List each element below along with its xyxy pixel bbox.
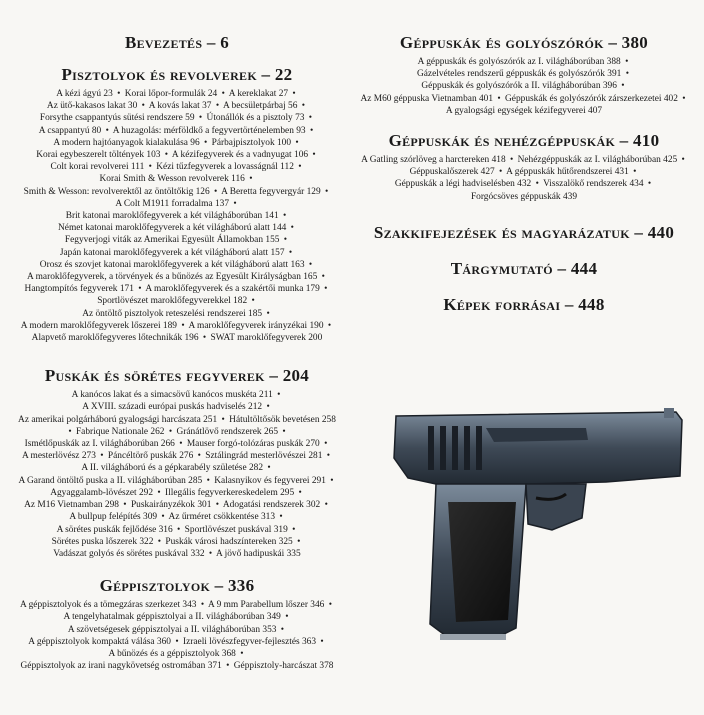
bullet-separator: •	[321, 272, 325, 283]
toc-left-column	[14, 0, 340, 672]
toc-entry: SWAT maroklőfegyverek 200	[210, 333, 323, 344]
bullet-separator: •	[328, 600, 332, 611]
toc-entry: Az M60 géppuska Vietnamban 401	[360, 93, 494, 104]
bullet-separator: •	[214, 186, 218, 197]
bullet-separator: •	[179, 439, 183, 450]
toc-entry: Német katonai maroklőfegyverek a két világháború alatt 144	[58, 223, 287, 234]
bullet-separator: •	[138, 284, 142, 295]
bullet-separator: •	[324, 439, 328, 450]
bullet-separator: •	[330, 475, 334, 486]
toc-entry: A sörétes puskák fejlődése 316	[56, 524, 173, 535]
toc-entry: Smith & Wesson: revolverektől az öntöltőkig 126	[23, 186, 210, 197]
bullet-separator: •	[105, 125, 109, 136]
bullet-separator: •	[148, 162, 152, 173]
toc-entry: Agyaggalamb-lövészet 292	[50, 487, 154, 498]
toc-entry: A géppuskák és golyószórók az I. világháborúban 388	[417, 57, 621, 67]
bullet-separator: •	[161, 512, 165, 523]
bullet-separator: •	[267, 463, 271, 474]
toc-entry: Alapvető maroklőfegyveres lőtechnikák 196	[31, 333, 199, 344]
toc-entry: Orosz és szovjet katonai maroklőfegyverek a két világháború alatt 163	[39, 259, 305, 270]
toc-entry: Vadászat golyós és sörétes puskával 332	[53, 548, 205, 559]
toc-entry: A bullpup felépítés 309	[69, 512, 158, 523]
bullet-separator: •	[625, 69, 629, 80]
bullet-separator: •	[117, 89, 121, 99]
bullet-separator: •	[509, 155, 514, 166]
bullet-separator: •	[206, 475, 210, 486]
bullet-separator: •	[200, 600, 205, 611]
toc-entry: A Gatling szórlöveg a harctereken 418	[361, 155, 506, 166]
toc-entry: Hátultöltősök bevetésen 258	[229, 414, 336, 425]
bullet-separator: •	[181, 320, 185, 331]
toc-section-rifles	[14, 366, 340, 560]
section-heading: Géppisztolyok – 336	[99, 576, 255, 596]
toc-entry: Illegális fegyverkereskedelem 295	[165, 487, 295, 498]
bullet-separator: •	[621, 81, 625, 92]
toc-entry: A maroklőfegyverek és a szakértői munka 179	[145, 284, 320, 295]
bullet-separator: •	[308, 113, 313, 124]
section-heading: Tárgymutató – 444	[450, 258, 598, 278]
bullet-separator: •	[297, 536, 301, 547]
bullet-separator: •	[682, 93, 686, 104]
toc-right-column	[356, 0, 692, 315]
section-heading: Puskák és sörétes fegyverek – 204	[44, 366, 310, 386]
bullet-separator: •	[633, 167, 637, 178]
toc-entry: A Colt M1911 forradalma 137	[115, 198, 230, 209]
bullet-separator: •	[215, 101, 220, 112]
toc-entry: Gázelvételes rendszerű géppuskák és golyószórók 391	[416, 69, 622, 80]
toc-entry: A szövetségesek géppisztolyai a II. világháborúban 353	[67, 624, 277, 635]
toc-entry: Az M16 Vietnamban 298	[24, 500, 119, 511]
bullet-separator: •	[290, 223, 294, 234]
toc-entry: Párbajpisztolyok 100	[211, 137, 292, 148]
toc-entry: A modern hajtóanyagok kialakulása 96	[53, 137, 200, 148]
toc-entry: A kézifegyverek és a vadnyugat 106	[171, 150, 309, 161]
bullet-separator: •	[301, 101, 306, 112]
bullet-separator: •	[285, 612, 289, 623]
toc-entry: Az ütő-kakasos lakat 30	[46, 101, 138, 112]
toc-entry: A Beretta fegyvergyár 129	[221, 186, 321, 197]
bullet-separator: •	[308, 259, 313, 270]
toc-entry: Hangtompítós fegyverek 171	[24, 284, 134, 295]
bullet-separator: •	[282, 426, 286, 437]
bullet-separator: •	[100, 451, 104, 462]
toc-entry: Géppisztoly-harcászat 378	[233, 661, 334, 672]
section-entries	[14, 389, 340, 560]
bullet-separator: •	[226, 661, 230, 672]
toc-entry: A kereklakat 27	[228, 89, 289, 99]
bullet-separator: •	[647, 179, 652, 190]
toc-entry: Sztálingrád mesterlövészei 281	[205, 451, 323, 462]
bullet-separator: •	[327, 320, 332, 331]
toc-entry: Páncéltörő puskák 276	[107, 451, 194, 462]
toc-entry: A bűnözés és a géppisztolyok 368	[108, 648, 236, 659]
toc-entry: A géppisztolyok és a tömegzáras szerkezet 343	[20, 600, 197, 611]
bullet-separator: •	[215, 500, 220, 511]
bullet-separator: •	[681, 155, 685, 166]
toc-section-pistols	[14, 65, 340, 344]
bullet-separator: •	[240, 648, 244, 659]
section-entries	[356, 154, 692, 203]
bullet-separator: •	[266, 402, 270, 413]
bullet-separator: •	[123, 500, 127, 511]
section-entries	[14, 599, 340, 672]
bullet-separator: •	[233, 198, 237, 209]
toc-section-glossary	[356, 223, 692, 243]
toc-entry: Mauser forgó-tolózáras puskák 270	[186, 439, 320, 450]
bullet-separator: •	[309, 125, 314, 136]
toc-entry: A becsületpárbaj 56	[222, 101, 298, 112]
bullet-separator: •	[324, 500, 328, 511]
bullet-separator: •	[251, 296, 255, 307]
toc-entry: Kalasnyikov és fegyverei 291	[214, 475, 326, 486]
bullet-separator: •	[168, 426, 173, 437]
toc-entry: Ismétlőpuskák az I. világháborúban 266	[24, 439, 175, 450]
toc-entry: A csappantyú 80	[38, 125, 102, 136]
bullet-separator: •	[625, 57, 629, 67]
toc-entry: A kovás lakat 37	[148, 101, 212, 112]
bullet-separator: •	[277, 390, 281, 401]
toc-section-index	[356, 259, 692, 279]
toc-entry: Adogatási rendszerek 302	[222, 500, 321, 511]
bullet-separator: •	[68, 426, 72, 437]
bullet-separator: •	[157, 536, 162, 547]
toc-entry: Nehézgéppuskák az I. világháborúban 425	[517, 155, 678, 166]
toc-entry: Sportlövészet puskával 319	[184, 524, 288, 535]
bullet-separator: •	[320, 636, 324, 647]
bullet-separator: •	[197, 451, 201, 462]
bullet-separator: •	[324, 284, 328, 295]
bullet-separator: •	[249, 174, 253, 185]
toc-entry: A mesterlövész 273	[21, 451, 96, 462]
bullet-separator: •	[208, 548, 213, 559]
bullet-separator: •	[499, 167, 503, 178]
toc-entry: Izraeli lövészfegyver-fejlesztés 363	[182, 636, 317, 647]
section-entries	[14, 88, 340, 344]
bullet-separator: •	[203, 137, 208, 148]
bullet-separator: •	[175, 636, 179, 647]
toc-entry: Fegyverjogi viták az Amerikai Egyesült Államokban 155	[64, 235, 280, 246]
pistol-photo	[376, 398, 696, 668]
toc-entry: A II. világháború és a gépkarabély születése 282	[81, 463, 264, 474]
bullet-separator: •	[221, 414, 225, 425]
bullet-separator: •	[266, 308, 270, 319]
toc-entry: A maroklőfegyverek, a törvények és a bűnözés az Egyesült Királyságban 165	[27, 272, 318, 283]
toc-entry: Géppuskalőszerek 427	[409, 167, 495, 178]
bullet-separator: •	[312, 150, 316, 161]
toc-entry: Gránátlövő rendszerek 265	[176, 426, 279, 437]
toc-entry: Útonállók és a pisztoly 73	[206, 113, 305, 124]
toc-entry: Korai egybeszerelt töltények 103	[36, 150, 161, 161]
bullet-separator: •	[198, 113, 203, 124]
bullet-separator: •	[292, 524, 296, 535]
toc-entry: Géppisztolyok az irani nagykövetség ostromában 371	[20, 661, 222, 672]
bullet-separator: •	[497, 93, 501, 104]
bullet-separator: •	[279, 512, 283, 523]
toc-entry: Korai lőpor-formulák 24	[124, 89, 218, 99]
toc-entry: Puskák városi hadszíntereken 325	[165, 536, 293, 547]
bullet-separator: •	[283, 211, 287, 222]
toc-entry: Brit katonai maroklőfegyverek a két világháborúban 141	[65, 211, 279, 222]
bullet-separator: •	[177, 524, 181, 535]
toc-section-mg	[356, 33, 692, 117]
toc-entry: Japán katonai maroklőfegyverek a két világháború alatt 157	[59, 247, 285, 258]
toc-entry: Az űrméret csökkentése 313	[168, 512, 276, 523]
bullet-separator: •	[326, 451, 331, 462]
bullet-separator: •	[141, 101, 145, 112]
toc-section-smg	[14, 576, 340, 672]
toc-entry: A kanócos lakat és a simacsövű kanócos muskéta 211	[71, 390, 273, 401]
bullet-separator: •	[283, 235, 288, 246]
bullet-separator: •	[298, 162, 302, 173]
section-heading: Pisztolyok és revolverek – 22	[61, 65, 293, 84]
bullet-separator: •	[295, 137, 299, 148]
toc-entry: Kézi tűzfegyverek a lovasságnál 112	[156, 162, 294, 173]
bullet-separator: •	[280, 624, 285, 635]
toc-entry: A géppisztolyok kompaktá válása 360	[28, 636, 171, 647]
toc-entry: Az öntöltő pisztolyok reteszelési rendszerei 185	[82, 308, 263, 319]
toc-entry: Puskairányzékok 301	[130, 500, 212, 511]
section-heading: Bevezetés – 6	[124, 33, 230, 52]
section-entries	[356, 56, 692, 117]
toc-entry: A gyalogsági egységek kézifegyverei 407	[445, 105, 603, 116]
bullet-separator: •	[298, 487, 302, 498]
toc-entry: A XVIII. századi európai puskás hadviselés 212	[82, 402, 263, 413]
bullet-separator: •	[164, 150, 169, 161]
bullet-separator: •	[288, 247, 293, 258]
toc-entry: Sörétes puska lőszerek 322	[51, 536, 154, 547]
toc-entry: A Garand öntöltő puska a II. világháborúban 285	[18, 475, 203, 486]
toc-entry: A géppuskák hűtőrendszerei 431	[506, 167, 629, 178]
section-heading: Szakkifejezések és magyarázatuk – 440	[373, 222, 675, 242]
bullet-separator: •	[202, 333, 207, 344]
section-heading: Géppuskák és nehézgéppuskák – 410	[388, 131, 660, 151]
bullet-separator: •	[221, 89, 225, 99]
toc-section-hmg	[356, 131, 692, 203]
toc-entry: A modern maroklőfegyverek lőszerei 189	[20, 320, 177, 331]
toc-entry: Forgócsöves géppuskák 439	[470, 191, 578, 202]
toc-entry: A 9 mm Parabellum lőszer 346	[207, 600, 325, 611]
section-heading: Géppuskák és golyószórók – 380	[399, 33, 649, 52]
toc-entry: Colt korai revolverei 111	[50, 162, 145, 173]
toc-entry: Fabrique Nationale 262	[75, 426, 165, 437]
bullet-separator: •	[535, 179, 539, 190]
bullet-separator: •	[292, 89, 296, 99]
toc-section-picture-credits	[356, 295, 692, 315]
toc-entry: Forsythe csappantyús sütési rendszere 59	[39, 113, 195, 124]
toc-entry: A kézi ágyú 23	[56, 89, 113, 99]
toc-entry: A maroklőfegyverek irányzékai 190	[188, 320, 324, 331]
toc-entry: A huzagolás: mérföldkő a fegyvertörténelemben 93	[112, 125, 306, 136]
toc-entry: Visszalökő rendszerek 434	[543, 179, 644, 190]
toc-entry: Az amerikai polgárháború gyalogsági harcászata 251	[18, 414, 218, 425]
toc-entry: Géppuskák és golyószórók a II. világháborúban 396	[421, 81, 617, 92]
toc-entry: Sportlövészet maroklőfegyverekkel 182	[97, 296, 248, 307]
toc-entry: Géppuskák a légi hadviselésben 432	[394, 179, 532, 190]
bullet-separator: •	[325, 186, 329, 197]
section-heading: Képek forrásai – 448	[443, 294, 605, 314]
toc-section-intro	[14, 33, 340, 53]
toc-entry: Korai Smith & Wesson revolverek 116	[99, 174, 245, 185]
bullet-separator: •	[157, 487, 161, 498]
toc-entry: A tengelyhatalmak géppisztolyai a II. világháborúban 349	[63, 612, 281, 623]
toc-entry: A jövő hadipuskái 335	[216, 548, 301, 559]
toc-entry: Géppuskák és golyószórók zárszerkezetei 402	[505, 93, 678, 104]
